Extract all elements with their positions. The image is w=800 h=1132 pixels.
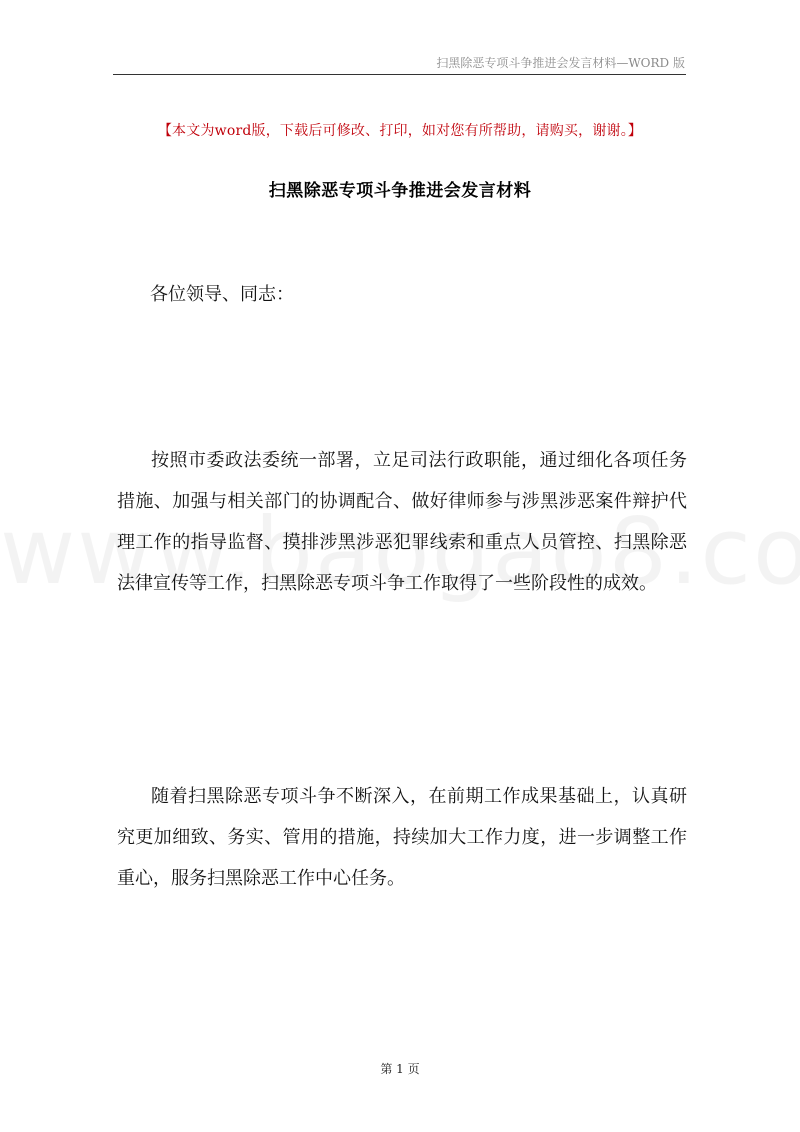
header-divider xyxy=(113,74,686,75)
running-header: 扫黑除恶专项斗争推进会发言材料—WORD 版 xyxy=(436,56,685,70)
body-paragraph-2: 随着扫黑除恶专项斗争不断深入，在前期工作成果基础上，认真研究更加细致、务实、管用的措施，持续加大工作力度，进一步调整工作重心，服务扫黑除恶工作中心任务。 xyxy=(117,786,687,889)
salutation: 各位领导、同志： xyxy=(150,284,294,305)
page-number: 第 1 页 xyxy=(380,1062,420,1076)
body-paragraph-1: 按照市委政法委统一部署，立足司法行政职能，通过细化各项任务措施、加强与相关部门的协调配合、做好律师参与涉黑涉恶案件辩护代理工作的指导监督、摸排涉黑涉恶犯罪线索和重点人员管控、扫黑除恶法律宣传等工作，扫黑除恶专项斗争工作取得了一些阶段性的成效。 xyxy=(117,450,687,594)
watermark xyxy=(0,498,800,605)
document-title: 扫黑除恶专项斗争推进会发言材料 xyxy=(268,181,532,201)
purchase-notice: 【本文为word版，下载后可修改、打印，如对您有所帮助，请购买，谢谢。】 xyxy=(157,123,643,139)
